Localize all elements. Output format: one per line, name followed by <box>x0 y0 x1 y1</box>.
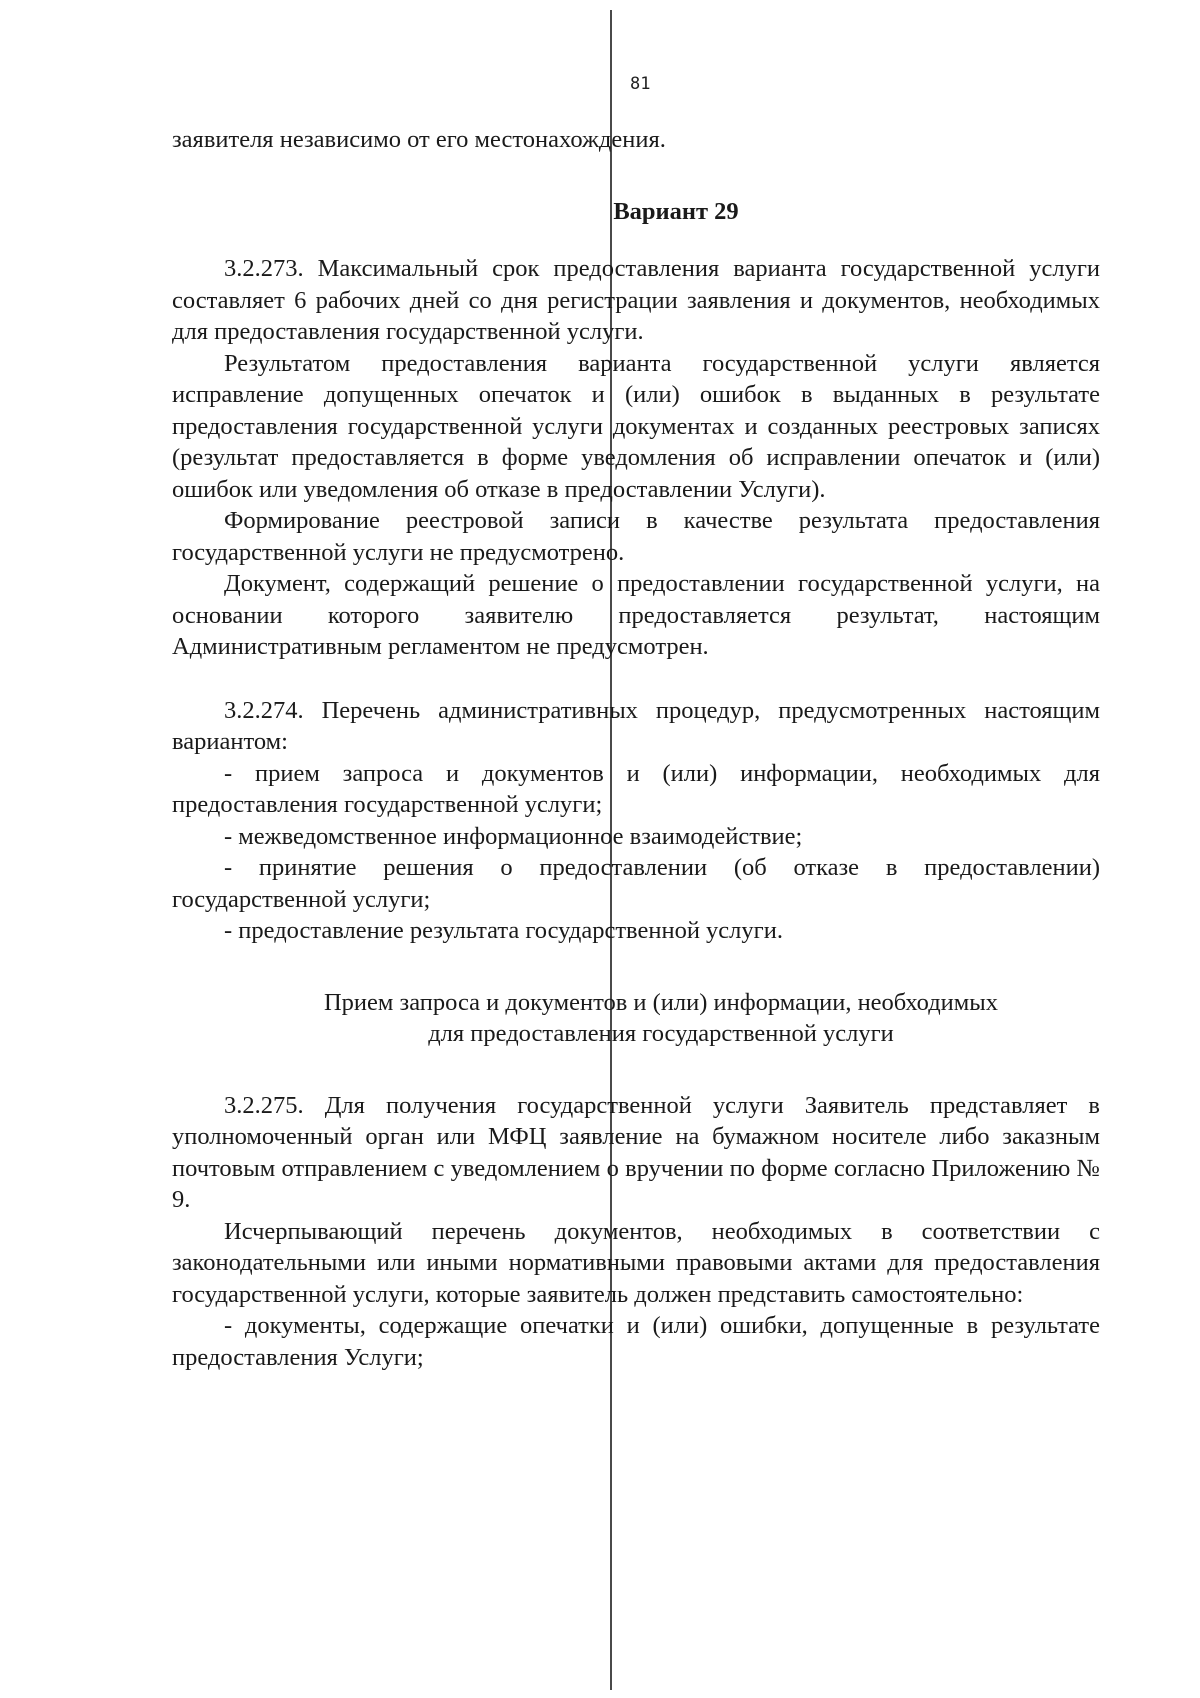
spacer <box>172 663 1100 695</box>
continued-text: заявителя независимо от его местонахождения. <box>172 126 666 153</box>
procedure-list-item: - межведомственное информационное взаимодействие; <box>224 822 803 850</box>
section-heading-line-1: Прием запроса и документов и (или) информации, необходимых <box>323 988 998 1016</box>
paragraph-documents-list: Исчерпывающий перечень документов, необходимых в соответствии с законодательными или иными нормативными правовыми актами для предоставления государственной услуги, которые заявитель должен представить самостоятельно: <box>172 1217 1100 1308</box>
procedure-list-item: - предоставление результата государственной услуги. <box>224 917 783 944</box>
paragraph-decision-document: Документ, содержащий решение о предоставлении государственной услуги, на основании которого заявителю предоставляется результат, настоящим Административным регламентом не предусмотрен. <box>172 570 1100 660</box>
documents-list-item: - документы, содержащие опечатки и (или) ошибки, допущенные в результате предоставления Услуги; <box>172 1312 1100 1371</box>
spacer <box>172 1050 1100 1090</box>
procedure-list-item: - прием запроса и документов и (или) информации, необходимых для предоставления государственной услуги; <box>172 759 1100 818</box>
variant-title: Вариант 29 <box>613 197 739 225</box>
paragraph-registry: Формирование реестровой записи в качестве результата предоставления государственной услуги не предусмотрено. <box>172 507 1100 566</box>
section-heading-line-2: для предоставления государственной услуги <box>428 1020 894 1047</box>
paragraph-3-2-275: 3.2.275. Для получения государственной услуги Заявитель представляет в уполномоченный орган или МФЦ заявление на бумажном носителе либо заказным почтовым отправлением с уведомлением о вручении по форме согласно Приложению № 9. <box>172 1091 1100 1213</box>
paragraph-3-2-274: 3.2.274. Перечень административных процедур, предусмотренных настоящим вариантом: <box>172 696 1100 755</box>
page-number: 81 <box>630 74 651 94</box>
paragraph-3-2-273: 3.2.273. Максимальный срок предоставления варианта государственной услуги составляет 6 рабочих дней со дня регистрации заявления и документов, необходимых для предоставления государственной услуги. <box>172 255 1100 345</box>
spacer <box>172 947 1100 987</box>
document-body <box>172 124 1100 1373</box>
paragraph-result: Результатом предоставления варианта государственной услуги является исправление допущенных опечаток и (или) ошибок в выданных в результате предоставления государственной услуги документах и созданных реестровых записях (результат предоставляется в форме уведомления об исправлении опечаток и (или) ошибок или уведомления об отказе в предоставлении Услуги). <box>172 349 1100 503</box>
procedure-list-item: - принятие решения о предоставлении (об отказе в предоставлении) государственной услуги; <box>172 854 1100 913</box>
